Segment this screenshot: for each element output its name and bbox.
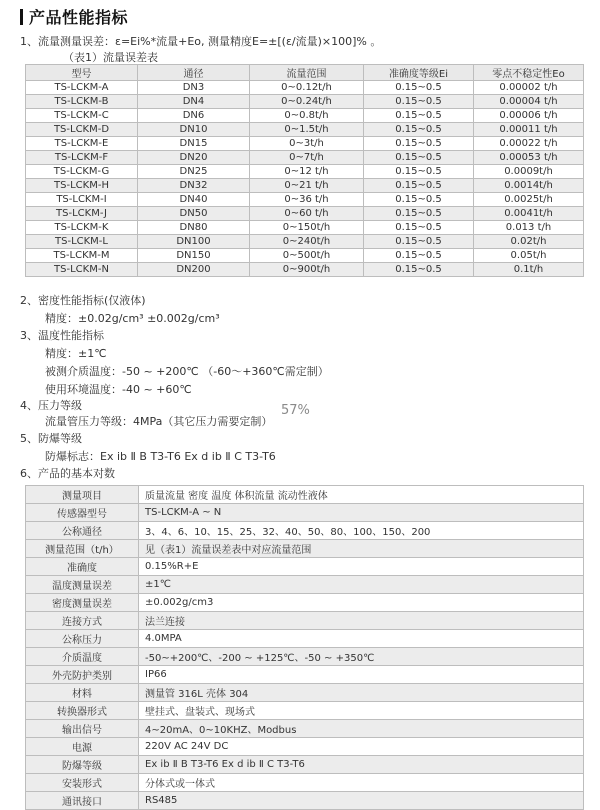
table-cell: TS-LCKM-C bbox=[26, 109, 138, 123]
param-label: 温度测量误差 bbox=[26, 576, 139, 594]
table-row bbox=[26, 109, 584, 123]
param-value: IP66 bbox=[139, 666, 584, 684]
table-cell: DN20 bbox=[138, 151, 250, 165]
table-cell: TS-LCKM-A bbox=[26, 81, 138, 95]
table-cell: TS-LCKM-M bbox=[26, 249, 138, 263]
table-row bbox=[26, 137, 584, 151]
table-cell: 0.15~0.5 bbox=[364, 109, 474, 123]
table-cell: 0.15~0.5 bbox=[364, 179, 474, 193]
table-cell: DN100 bbox=[138, 235, 250, 249]
table-cell: 0~21 t/h bbox=[250, 179, 364, 193]
table-cell: 0.0009t/h bbox=[474, 165, 584, 179]
flow-table-header-cell: 通径 bbox=[138, 65, 250, 81]
table-row bbox=[26, 193, 584, 207]
table-cell: 0~500t/h bbox=[250, 249, 364, 263]
param-label: 电源 bbox=[26, 738, 139, 756]
table-cell: 0.00004 t/h bbox=[474, 95, 584, 109]
table-row bbox=[26, 612, 584, 630]
table-cell: 0.15~0.5 bbox=[364, 151, 474, 165]
table-cell: 0~900t/h bbox=[250, 263, 364, 277]
table-cell: 0.00006 t/h bbox=[474, 109, 584, 123]
table-row bbox=[26, 263, 584, 277]
param-label: 测量项目 bbox=[26, 486, 139, 504]
param-label: 输出信号 bbox=[26, 720, 139, 738]
params-table-body bbox=[26, 486, 584, 810]
param-value: 220V AC 24V DC bbox=[139, 738, 584, 756]
section-2-heading: 2、密度性能指标(仅液体) bbox=[20, 294, 146, 307]
table-cell: 0.15~0.5 bbox=[364, 123, 474, 137]
title-bar-decoration bbox=[20, 9, 23, 25]
param-value: 测量管 316L 壳体 304 bbox=[139, 684, 584, 702]
table-cell: 0~0.24t/h bbox=[250, 95, 364, 109]
table-row bbox=[26, 249, 584, 263]
param-label: 密度测量误差 bbox=[26, 594, 139, 612]
temp-accuracy-line: 精度：±1℃ bbox=[45, 347, 107, 360]
pressure-grade-line: 流量管压力等级：4MPa（其它压力需要定制） bbox=[45, 415, 273, 428]
param-value: TS-LCKM-A ~ N bbox=[139, 504, 584, 522]
param-value: 3、4、6、10、15、25、32、40、50、80、100、150、200 bbox=[139, 522, 584, 540]
table-cell: 0.013 t/h bbox=[474, 221, 584, 235]
table-row bbox=[26, 504, 584, 522]
table-cell: TS-LCKM-I bbox=[26, 193, 138, 207]
explosion-proof-line: 防爆标志：Ex ib Ⅱ B T3-T6 Ex d ib Ⅱ C T3-T6 bbox=[45, 450, 276, 463]
table-row bbox=[26, 221, 584, 235]
param-label: 防爆等级 bbox=[26, 756, 139, 774]
table-cell: 0.15~0.5 bbox=[364, 95, 474, 109]
param-value: 法兰连接 bbox=[139, 612, 584, 630]
table-row bbox=[26, 81, 584, 95]
param-value: 分体式或一体式 bbox=[139, 774, 584, 792]
table-row bbox=[26, 540, 584, 558]
table-cell: DN15 bbox=[138, 137, 250, 151]
table-cell: DN150 bbox=[138, 249, 250, 263]
table-cell: 0.15~0.5 bbox=[364, 263, 474, 277]
table-row bbox=[26, 165, 584, 179]
flow-table-header-row bbox=[26, 65, 584, 81]
table-cell: TS-LCKM-J bbox=[26, 207, 138, 221]
param-label: 测量范围（t/h） bbox=[26, 540, 139, 558]
table-cell: TS-LCKM-D bbox=[26, 123, 138, 137]
flow-error-table bbox=[25, 64, 584, 277]
zoom-percent-indicator: 57% bbox=[281, 403, 310, 418]
table-cell: DN80 bbox=[138, 221, 250, 235]
table-cell: DN6 bbox=[138, 109, 250, 123]
table-row bbox=[26, 486, 584, 504]
section-1-heading: 1、流量测量误差：ε=Ei%*流量+Eo, 测量精度E=±[(ε/流量)×100]% 。 bbox=[20, 35, 382, 48]
table-cell: DN200 bbox=[138, 263, 250, 277]
table-cell: 0~1.5t/h bbox=[250, 123, 364, 137]
table-cell: TS-LCKM-B bbox=[26, 95, 138, 109]
param-label: 安装形式 bbox=[26, 774, 139, 792]
section-4-heading: 4、压力等级 bbox=[20, 399, 82, 412]
table-cell: TS-LCKM-N bbox=[26, 263, 138, 277]
param-label: 连接方式 bbox=[26, 612, 139, 630]
table-cell: 0~60 t/h bbox=[250, 207, 364, 221]
section-3-heading: 3、温度性能指标 bbox=[20, 329, 104, 342]
table-cell: TS-LCKM-H bbox=[26, 179, 138, 193]
table-cell: 0.00002 t/h bbox=[474, 81, 584, 95]
ambient-temp-line: 使用环境温度：-40 ~ +60℃ bbox=[45, 383, 192, 396]
table-cell: 0.15~0.5 bbox=[364, 165, 474, 179]
param-value: ±1℃ bbox=[139, 576, 584, 594]
param-value: 壁挂式、盘装式、现场式 bbox=[139, 702, 584, 720]
table-cell: 0~12 t/h bbox=[250, 165, 364, 179]
section-6-heading: 6、产品的基本对数 bbox=[20, 467, 115, 480]
table-cell: 0.00053 t/h bbox=[474, 151, 584, 165]
flow-table-header-cell: 准确度等级Ei bbox=[364, 65, 474, 81]
param-label: 公称通径 bbox=[26, 522, 139, 540]
table-cell: 0~0.12t/h bbox=[250, 81, 364, 95]
table-1-caption: （表1）流量误差表 bbox=[63, 51, 158, 64]
table-row bbox=[26, 179, 584, 193]
table-cell: 0~36 t/h bbox=[250, 193, 364, 207]
table-cell: 0.15~0.5 bbox=[364, 193, 474, 207]
param-value: -50~+200℃、-200 ~ +125℃、-50 ~ +350℃ bbox=[139, 648, 584, 666]
table-cell: 0~0.8t/h bbox=[250, 109, 364, 123]
section-5-heading: 5、防爆等级 bbox=[20, 432, 82, 445]
table-cell: 0.0014t/h bbox=[474, 179, 584, 193]
table-row bbox=[26, 151, 584, 165]
table-cell: TS-LCKM-E bbox=[26, 137, 138, 151]
param-value: 质量流量 密度 温度 体积流量 流动性液体 bbox=[139, 486, 584, 504]
table-cell: DN3 bbox=[138, 81, 250, 95]
table-row bbox=[26, 738, 584, 756]
medium-temp-line: 被测介质温度：-50 ~ +200℃ （-60～+360℃需定制） bbox=[45, 365, 329, 378]
param-value: 0.15%R+E bbox=[139, 558, 584, 576]
table-cell: 0.15~0.5 bbox=[364, 249, 474, 263]
param-label: 外壳防护类别 bbox=[26, 666, 139, 684]
table-cell: 0.15~0.5 bbox=[364, 137, 474, 151]
table-cell: DN40 bbox=[138, 193, 250, 207]
param-value: 4.0MPA bbox=[139, 630, 584, 648]
table-row bbox=[26, 630, 584, 648]
table-cell: 0.05t/h bbox=[474, 249, 584, 263]
flow-table-body bbox=[26, 81, 584, 277]
table-cell: 0~240t/h bbox=[250, 235, 364, 249]
density-accuracy-line: 精度：±0.02g/cm³ ±0.002g/cm³ bbox=[45, 312, 220, 325]
page-title bbox=[20, 5, 128, 28]
table-cell: 0.1t/h bbox=[474, 263, 584, 277]
table-row bbox=[26, 684, 584, 702]
table-cell: TS-LCKM-L bbox=[26, 235, 138, 249]
table-row bbox=[26, 95, 584, 109]
table-cell: TS-LCKM-K bbox=[26, 221, 138, 235]
table-cell: TS-LCKM-F bbox=[26, 151, 138, 165]
basic-parameters-table bbox=[25, 485, 584, 810]
table-row bbox=[26, 720, 584, 738]
table-row bbox=[26, 576, 584, 594]
table-cell: 0.00011 t/h bbox=[474, 123, 584, 137]
flow-table-header-cell: 零点不稳定性Eo bbox=[474, 65, 584, 81]
table-row bbox=[26, 235, 584, 249]
table-row bbox=[26, 648, 584, 666]
param-value: Ex ib Ⅱ B T3-T6 Ex d ib Ⅱ C T3-T6 bbox=[139, 756, 584, 774]
table-cell: 0.15~0.5 bbox=[364, 81, 474, 95]
param-label: 传感器型号 bbox=[26, 504, 139, 522]
param-value: ±0.002g/cm3 bbox=[139, 594, 584, 612]
table-cell: 0~3t/h bbox=[250, 137, 364, 151]
table-cell: 0~7t/h bbox=[250, 151, 364, 165]
param-label: 公称压力 bbox=[26, 630, 139, 648]
table-row bbox=[26, 594, 584, 612]
param-label: 介质温度 bbox=[26, 648, 139, 666]
table-row bbox=[26, 666, 584, 684]
table-cell: 0.02t/h bbox=[474, 235, 584, 249]
param-label: 材料 bbox=[26, 684, 139, 702]
table-row bbox=[26, 207, 584, 221]
table-cell: TS-LCKM-G bbox=[26, 165, 138, 179]
table-cell: 0.00022 t/h bbox=[474, 137, 584, 151]
table-cell: 0.15~0.5 bbox=[364, 235, 474, 249]
table-cell: DN32 bbox=[138, 179, 250, 193]
table-row bbox=[26, 702, 584, 720]
table-cell: DN4 bbox=[138, 95, 250, 109]
table-row bbox=[26, 123, 584, 137]
param-value: RS485 bbox=[139, 792, 584, 810]
table-row bbox=[26, 756, 584, 774]
flow-table-header-cell: 型号 bbox=[26, 65, 138, 81]
table-cell: 0.15~0.5 bbox=[364, 221, 474, 235]
table-cell: 0.15~0.5 bbox=[364, 207, 474, 221]
param-label: 准确度 bbox=[26, 558, 139, 576]
table-row bbox=[26, 792, 584, 810]
table-row bbox=[26, 558, 584, 576]
table-cell: DN10 bbox=[138, 123, 250, 137]
page-title-text: 产品性能指标 bbox=[29, 8, 129, 27]
param-label: 转换器形式 bbox=[26, 702, 139, 720]
table-cell: 0.0041t/h bbox=[474, 207, 584, 221]
table-cell: 0.0025t/h bbox=[474, 193, 584, 207]
param-value: 4~20mA、0~10KHZ、Modbus bbox=[139, 720, 584, 738]
table-cell: 0~150t/h bbox=[250, 221, 364, 235]
table-row bbox=[26, 774, 584, 792]
param-label: 通讯接口 bbox=[26, 792, 139, 810]
param-value: 见（表1）流量误差表中对应流量范围 bbox=[139, 540, 584, 558]
table-cell: DN25 bbox=[138, 165, 250, 179]
table-row bbox=[26, 522, 584, 540]
flow-table-header-cell: 流量范围 bbox=[250, 65, 364, 81]
table-cell: DN50 bbox=[138, 207, 250, 221]
